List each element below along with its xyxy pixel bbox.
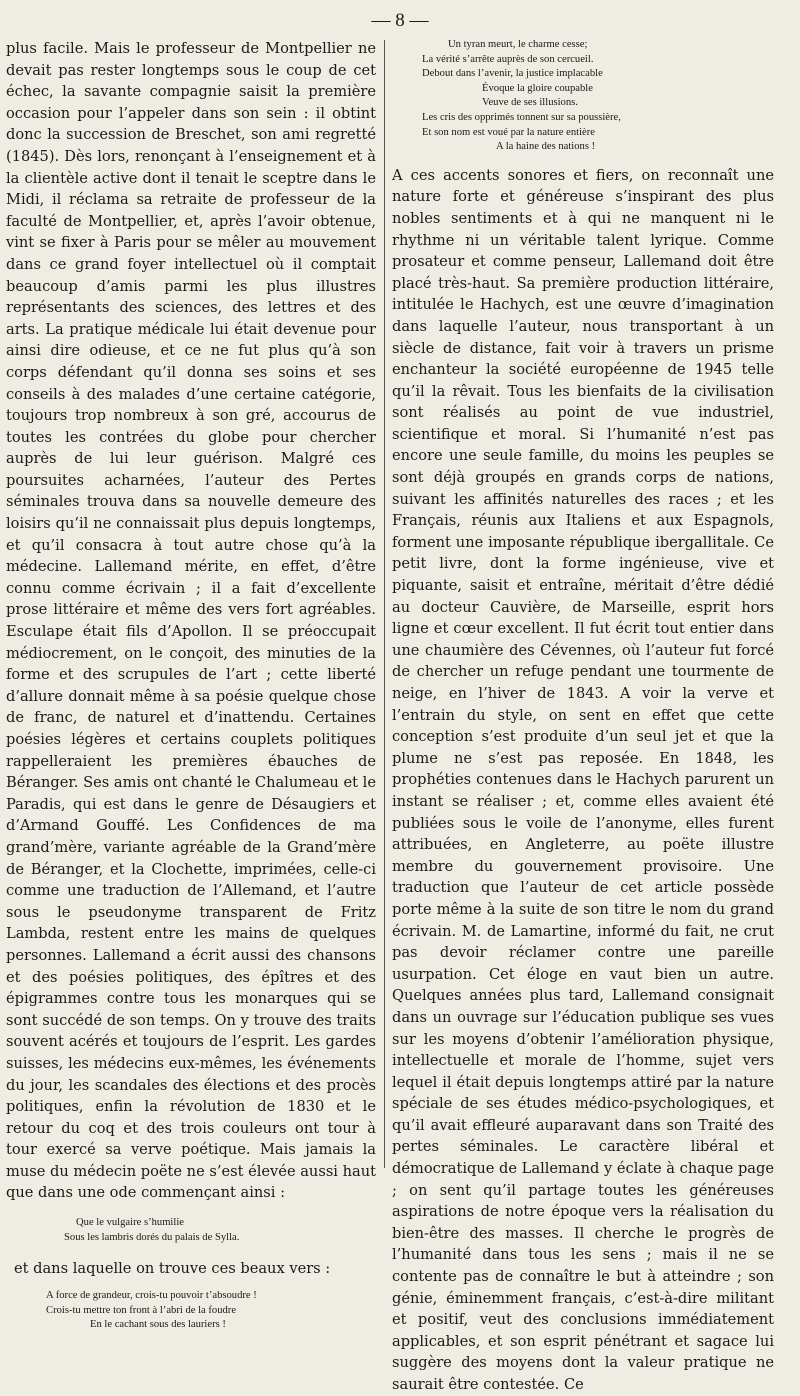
verse-line: Veuve de ses illusions. xyxy=(482,97,578,109)
left-paragraph: plus facile. Mais le professeur de Montpellier ne devait pas rester longtemps sous le coup de cet échec, la savante compagnie saisit la première occasion pour l’appeler dans son sein : il obtint donc la succession de Breschet, son ami regretté (1845). Dès lors, renonçant à l’enseignement et à la clientèle active dont il tenait le sceptre dans le Midi, il réclama sa retraite de professeur de la faculté de Montpellier, et, après l’avoir obtenue, vint se fixer à Paris pour se mêler au mouvement dans ce grand foyer intellectuel où il comptait beaucoup d’amis parmi les plus illustres représentants des sciences, des lettres et des arts. La pratique médicale lui était devenue pour ainsi dire odieuse, et ce ne fut plus qu’à son corps défendant qu’il donna ses soins et ses conseils à des malades d’une certaine catégorie, toujours trop nombreux à son gré, accourus de toutes les contrées du globe pour chercher auprès de lui leur guérison. Malgré ces poursuites acharnées, l’auteur des Pertes séminales trouva dans sa nouvelle demeure des loisirs qu’il ne connaissait plus depuis longtemps, et qu’il consacra à tout autre chose qu’à la médecine. Lallemand mérite, en effet, d’être connu comme écrivain ; il a fait d’excellente prose littéraire et même des vers fort agréables. Esculape était fils d’Apollon. Il se préoccupait médiocrement, on le conçoit, des minuties de la forme et des scrupules de l’art ; cette liberté d’allure donnait même à sa poésie quelque chose de franc, de naturel et d’inattendu. Certaines poésies légères et certains couplets politiques rappelleraient les premières ébauches de Béranger. Ses amis ont chanté le Chalumeau et le Paradis, qui est dans le genre de Désaugiers et d’Armand Gouffé. Les Confidences de ma grand’mère, variante agréable de la Grand’mère de Béranger, et la Clochette, imprimées, celle-ci comme une traduction de l’Allemand, et l’autre sous le pseudonyme transparent de Fritz Lambda, restent entre les mains de quelques personnes. Lallemand a écrit aussi des chansons et des poésies politiques, des épîtres et des épigrammes contre tous les monarques qui se sont succédé de son temps. On y trouve des traits souvent acérés et toujours de l’esprit. Les gardes suisses, les médecins eux-mêmes, les événements du jour, les scandales des élections et des procès politiques, enfin la révolution de 1830 et le retour du coq et des trois couleurs ont tour à tour exercé sa verve poétique. Mais jamais la muse du médecin poëte ne s’est élevée aussi haut que dans une ode commençant ainsi : xyxy=(6,40,376,1202)
verse-line: A force de grandeur, crois-tu pouvoir t’absoudre ! xyxy=(46,1290,257,1302)
verse-quote-1 xyxy=(64,1216,376,1245)
page-number: — 8 — xyxy=(371,10,429,31)
verse-intro-line: et dans laquelle on trouve ces beaux vers : xyxy=(14,1260,331,1278)
verse-line: En le cachant sous des lauriers ! xyxy=(90,1319,226,1331)
right-paragraph: A ces accents sonores et fiers, on reconnaît une nature forte et généreuse s’inspirant des plus nobles sentiments et à qui ne manquent ni le rhythme ni un véritable talent lyrique. Comme prosateur et comme penseur, Lallemand doit être placé très-haut. Sa première production littéraire, intitulée le Hachych, est une œuvre d’imagination dans laquelle l’auteur, nous transportant à un siècle de distance, fait voir à travers un prisme enchanteur la société européenne de 1945 telle qu’il la rêvait. Tous les bienfaits de la civilisation sont réalisés au point de vue industriel, scientifique et moral. Si l’humanité n’est pas encore une seule famille, du moins les peuples se sont déjà groupés en grands corps de nations, suivant les affinités naturelles des races ; et les Français, réunis aux Italiens et aux Espagnols, forment une imposante république ibergallitale. Ce petit livre, dont la forme ingénieuse, vive et piquante, saisit et entraîne, méritait d’être dédié au docteur Cauvière, de Marseille, esprit hors ligne et cœur excellent. Il fut écrit tout entier dans une chaumière des Cévennes, où l’auteur fut forcé de chercher un refuge pendant une tourmente de neige, en l’hiver de 1843. A voir la verve et l’entrain du style, on sent en effet que cette conception s’est produite d’un seul jet et que la plume ne s’est pas reposée. En 1848, les prophéties contenues dans le Hachych parurent un instant se réaliser ; et, comme elles avaient été publiées sous le voile de l’anonyme, elles furent attribuées, en Angleterre, au poëte illustre membre du gouvernement provisoire. Une traduction que l’auteur de cet article possède porte même à la suite de son titre le nom du grand écrivain. M. de Lamartine, informé du fait, ne crut pas devoir réclamer contre une pareille usurpation. Cet éloge en vaut bien un autre. Quelques années plus tard, Lallemand consignait dans un ouvrage sur l’éducation publique ses vues sur les moyens d’obtenir l’amélioration physique, intellectuelle et morale de l’homme, sujet vers lequel il était depuis longtemps attiré par la nature spéciale de ses études médico-psychologiques, et qu’il avait effleuré auparavant dans son Traité des pertes séminales. Le caractère libéral et démocratique de Lallemand y éclate à chaque page ; on sent qu’il partage toutes les généreuses aspirations de notre époque vers la réalisation du bien-être des masses. Il cherche le progrès de l’humanité dans tous les sens ; mais il ne se contente pas de connaître le but à atteindre ; son génie, éminemment français, c’est-à-dire militant et positif, veut des conclusions immédiatement applicables, et son esprit pénétrant et sagace lui suggère des moyens dont la valeur pratique ne saurait être contestée. Ce xyxy=(392,166,774,1393)
verse-line: Un tyran meurt, le charme cesse; xyxy=(448,39,588,50)
verse-line: Et son nom est voué par la nature entière xyxy=(422,126,595,138)
verse-line: Debout dans l’avenir, la justice implacable xyxy=(422,68,603,80)
right-column xyxy=(392,38,774,1393)
column-divider xyxy=(384,40,385,1168)
verse-line: Que le vulgaire s’humilie xyxy=(76,1217,184,1229)
verse-line: Crois-tu mettre ton front à l’abri de la foudre xyxy=(46,1304,237,1316)
verse-line: Sous les lambris dorés du palais de Sylla. xyxy=(64,1231,240,1243)
verse-line: Évoque la gloire coupable xyxy=(482,82,593,94)
verse-line: La vérité s’arrête auprès de son cercueil. xyxy=(422,53,594,65)
verse-line: Les cris des opprimés tonnent sur sa poussière, xyxy=(422,111,621,123)
verse-quote-top xyxy=(422,38,774,155)
verse-quote-2 xyxy=(46,1289,376,1333)
left-column xyxy=(6,38,376,1331)
verse-line: A la haine des nations ! xyxy=(496,141,596,153)
